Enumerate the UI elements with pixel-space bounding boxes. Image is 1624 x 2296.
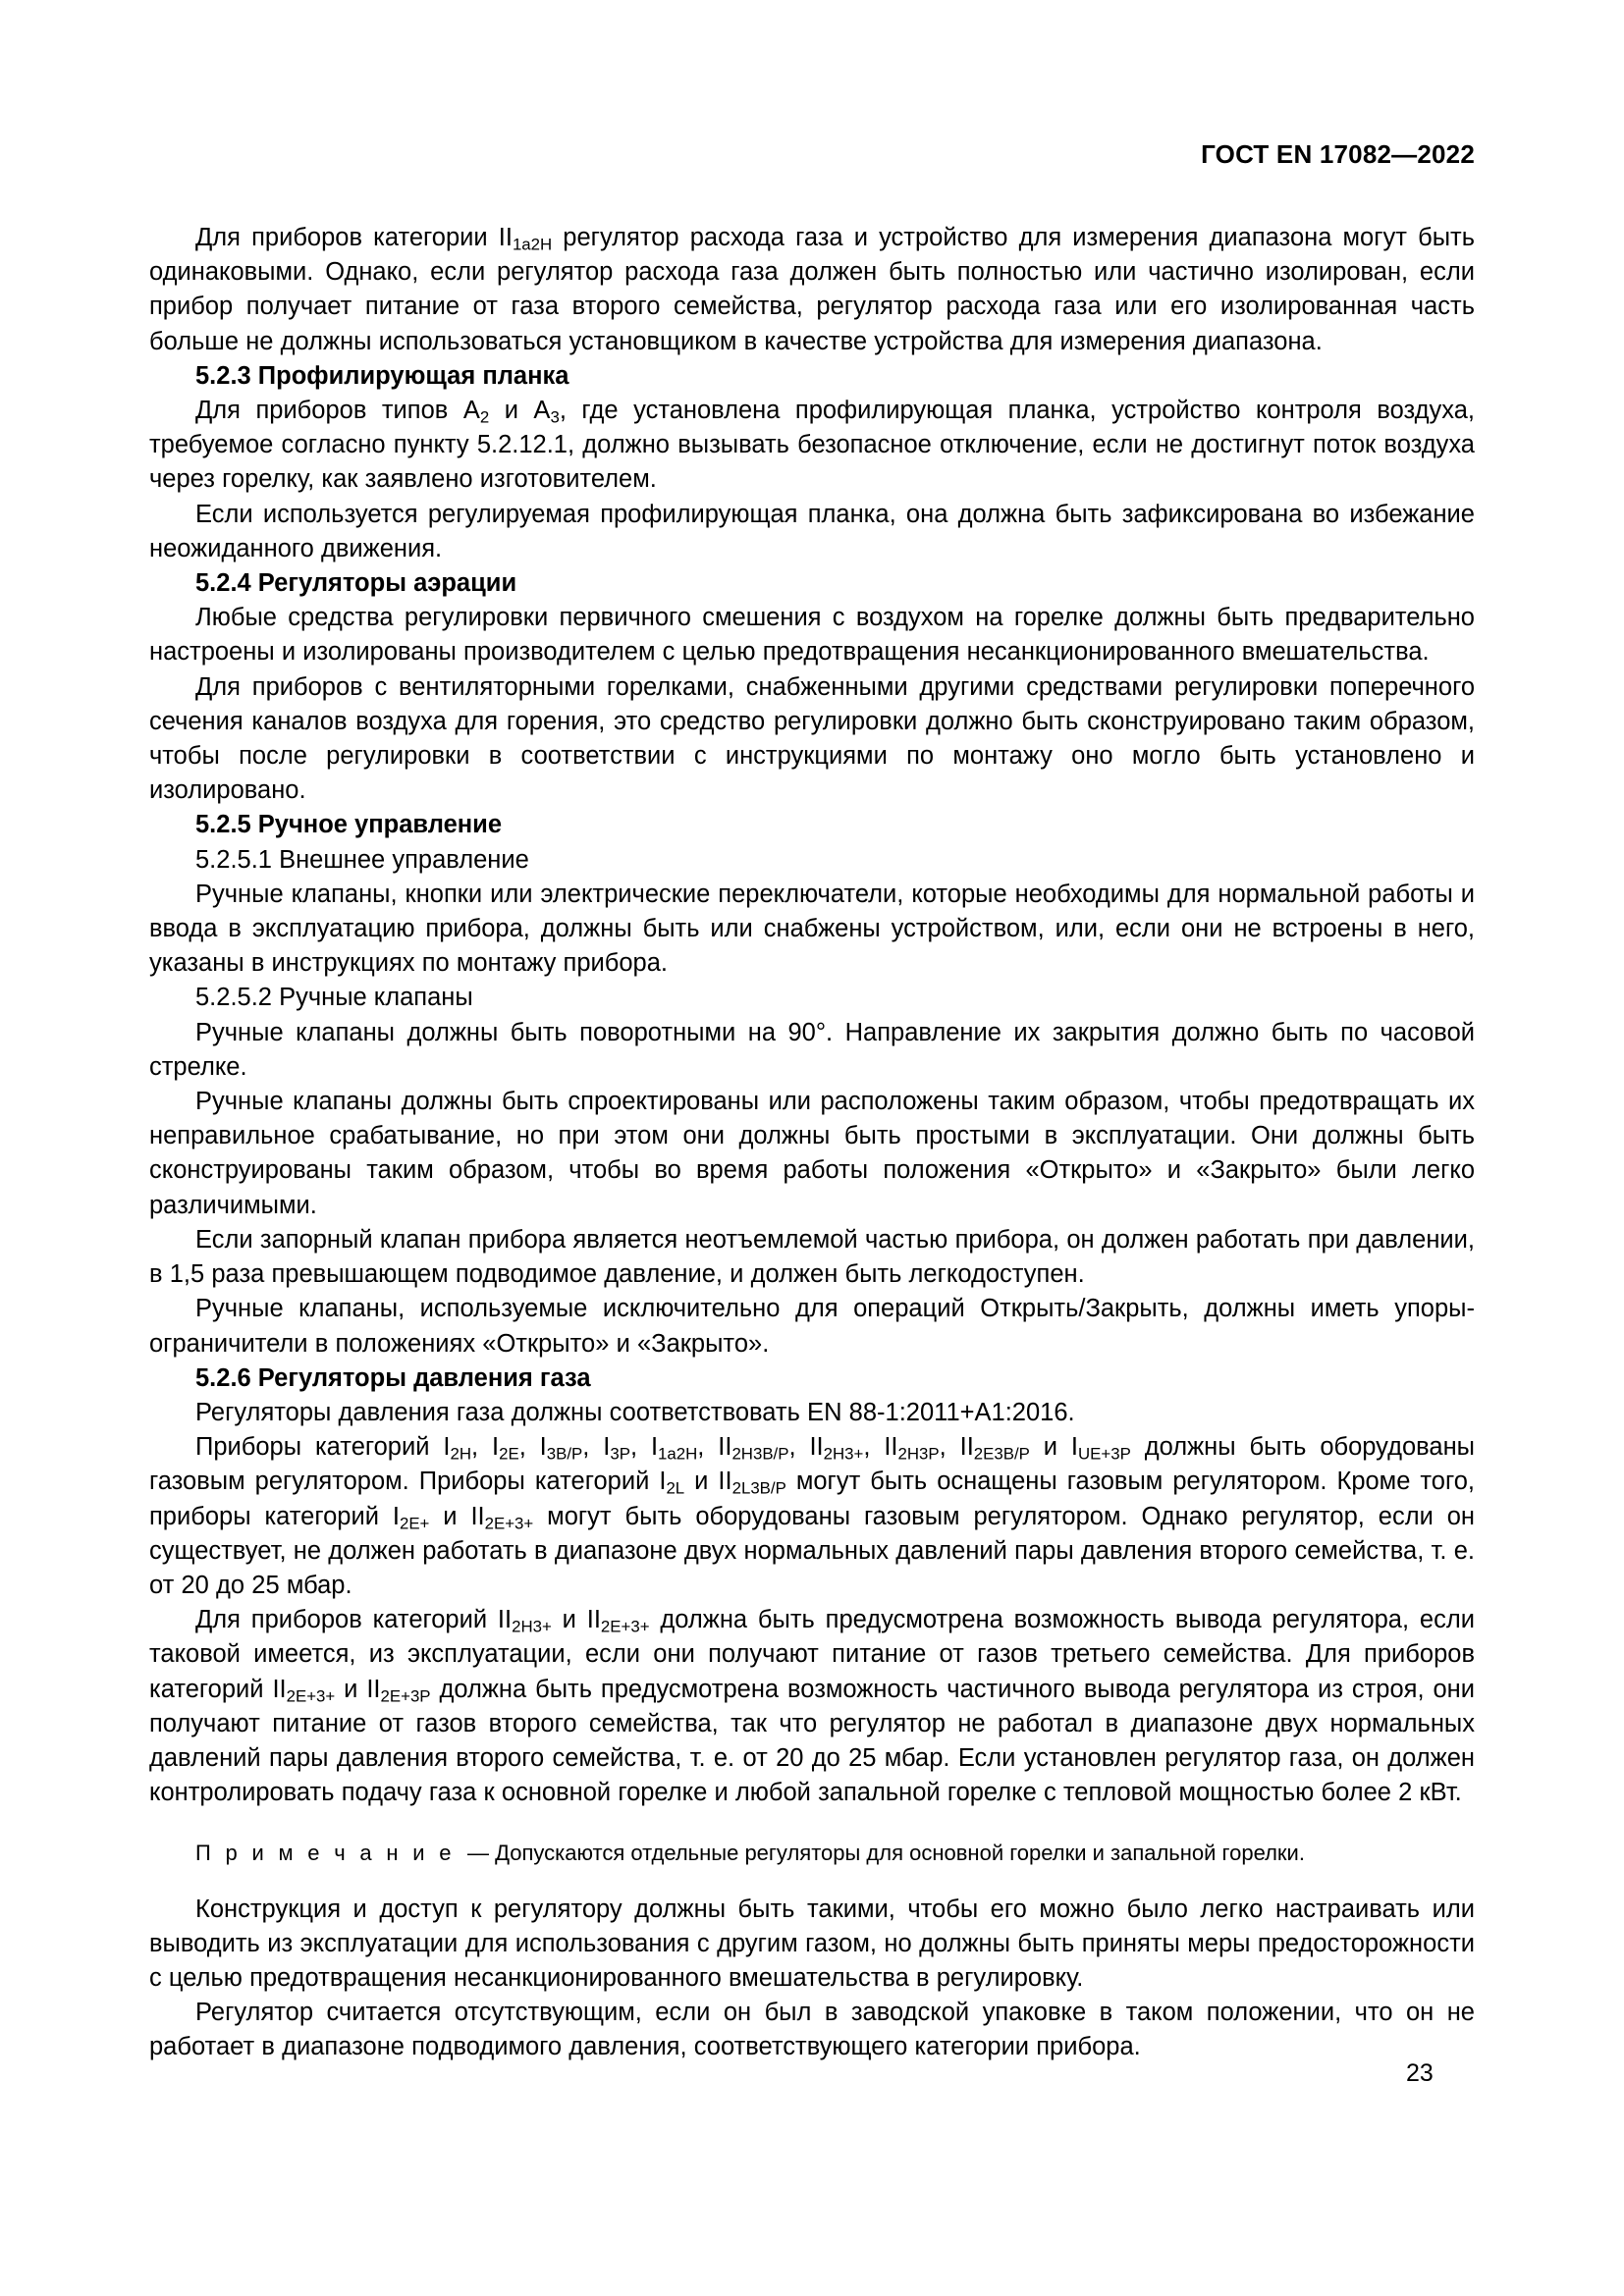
subscript-category: 3P — [610, 1444, 630, 1464]
page-number: 23 — [1406, 2059, 1434, 2087]
subscript-category: UE+3P — [1078, 1444, 1131, 1464]
subscript-category: 2H — [450, 1444, 471, 1464]
paragraph-5-2-5-1-1: Ручные клапаны, кнопки или электрические переключатели, которые необходимы для нормальной работы и ввода в эксплуатацию прибора, должны быть или снабжены устройством, или, если они не встроены в него, указаны в инструкциях по монтажу прибора. — [149, 880, 1475, 978]
paragraph-5-2-5-2-2: Ручные клапаны должны быть спроектированы или расположены таким образом, чтобы предотвращать их неправильное срабатывание, но при этом они должны быть простыми в эксплуатации. Они должны быть сконструированы таким образом, чтобы во время работы положения «Открыто» и «Закрыто» были легко различимыми. — [149, 1088, 1475, 1219]
subheading-5-2-5-1: 5.2.5.1 Внешнее управление — [195, 845, 529, 874]
subscript-category: 2E+3+ — [286, 1686, 336, 1706]
paragraph-5-2-6-1: Регуляторы давления газа должны соответствовать EN 88-1:2011+A1:2016. — [195, 1398, 1075, 1426]
paragraph-5-2-6-5: Регулятор считается отсутствующим, если он был в заводской упаковке в таком положении, что он не работает в диапазоне подводимого давления, соответствующего категории прибора. — [149, 1999, 1475, 2061]
spacer-before-note — [149, 1810, 1475, 1836]
subscript-category: 2E3B/P — [973, 1444, 1030, 1464]
page-header-standard-number: ГОСТ EN 17082—2022 — [1201, 139, 1475, 169]
subscript-category: 2H3P — [897, 1444, 940, 1464]
subscript-category: 2H3+ — [512, 1617, 552, 1636]
subscript-category: 3B/P — [546, 1444, 583, 1464]
heading-5-2-5: 5.2.5 Ручное управление — [195, 811, 503, 839]
note-block — [149, 1836, 1475, 1870]
subscript-category: 2H3B/P — [731, 1444, 789, 1464]
subscript-category: 1a2H — [512, 235, 553, 254]
paragraph-5-2-6-2: Приборы категорий $I_{2H}$, $I_{2E}$, $I_{3B/P}$, $I_{3P}$, $I_{1a2H}$, $II_{2H3B/P}$, $II_{2H3+}$, $II_{2H3P}$, $II_{2E3B/P}$ и $I_{UE+3P}$ должны быть оборудованы газовым регулятором. Приборы категорий $I_{2L}$ и $II_{2L3B/P}$ могут быть оснащены газовым регулятором. Кроме того, приборы категорий $I_{2E+}$ и $II_{2E+3+}$ могут быть оборудованы газовым регулятором. Однако регулятор, если он существует, не должен работать в диапазоне двух нормальных давлений пары давления второго семейства, т. е. от 20 до 25 мбар. — [149, 1433, 1475, 1599]
subheading-5-2-5-2: 5.2.5.2 Ручные клапаны — [195, 984, 473, 1012]
subscript-type: 2 — [479, 407, 490, 427]
paragraph-5-2-5-2-3: Если запорный клапан прибора является неотъемлемой частью прибора, он должен работать при давлении, в 1,5 раза превышающем подводимое давление, и должен быть легкодоступен. — [149, 1225, 1475, 1289]
paragraph-5-2-3-2: Если используется регулируемая профилирующая планка, она должна быть зафиксирована во избежание неожиданного движения. — [149, 500, 1475, 562]
paragraph-5-2-6-4: Конструкция и доступ к регулятору должны быть такими, чтобы его можно было легко настраивать или выводить из эксплуатации для использования с другим газом, но должны быть приняты меры предосторожности с целью предотвращения несанкционированного вмешательства в регулировку. — [149, 1895, 1475, 1992]
paragraph-5-2-4-2: Для приборов с вентиляторными горелками, снабженными другими средствами регулировки поперечного сечения каналов воздуха для горения, это средство регулировки должно быть сконструировано таким образом, чтобы после регулировки в соответствии с инструкциями по монтажу оно могло быть установлено и изолировано. — [149, 672, 1475, 805]
subscript-category: 2E — [499, 1444, 519, 1464]
note-text: — Допускаются отдельные регуляторы для основной горелки и запальной горелки. — [467, 1841, 1305, 1866]
paragraph-5-2-4-1: Любые средства регулировки первичного смешения с воздухом на горелке должны быть предварительно настроены и изолированы производителем с целью предотвращения несанкционированного вмешательства. — [149, 604, 1475, 667]
heading-5-2-3: 5.2.3 Профилирующая планка — [195, 361, 569, 390]
paragraph-5-2-3-1: Для приборов типов $A_2$ и $A_3$, где установлена профилирующая планка, устройство контроля воздуха, требуемое согласно пункту 5.2.12.1, должно вызывать безопасное отключение, если не достигнут поток воздуха через горелку, как заявлено изготовителем. — [149, 397, 1475, 494]
note-label: П р и м е ч а н и е — [195, 1841, 456, 1866]
subscript-type: 3 — [550, 407, 560, 427]
subscript-category: 2L3B/P — [731, 1479, 786, 1499]
spacer-after-note — [149, 1871, 1475, 1893]
subscript-category: 2L — [666, 1479, 685, 1499]
paragraph-5-2-5-2-1: Ручные клапаны должны быть поворотными на 90°. Направление их закрытия должно быть по часовой стрелке. — [149, 1018, 1475, 1081]
paragraph-5-2-6-3: Для приборов категорий $II_{2H3+}$ и $II_{2E+3+}$ должна быть предусмотрена возможность вывода регулятора, если таковой имеется, из эксплуатации, если они получают питание от газов третьего семейства. Для приборов категорий $II_{2E+3+}$ и $II_{2E+3P}$ должна быть предусмотрена возможность частичного вывода регулятора из строя, они получают питание от газов второго семейства, так что регулятор не работал в диапазоне двух нормальных давлений пары давления второго семейства, т. е. от 20 до 25 мбар. Если установлен регулятор газа, он должен контролировать подачу газа к основной горелке и любой запальной горелке с тепловой мощностью более 2 кВт. — [149, 1606, 1475, 1807]
heading-5-2-6: 5.2.6 Регуляторы давления газа — [195, 1363, 591, 1392]
page-content — [149, 221, 1475, 2065]
subscript-category: 1a2H — [658, 1444, 698, 1464]
subscript-category: 2E+ — [399, 1514, 430, 1533]
subscript-category: 2E+3P — [380, 1686, 431, 1706]
paragraph-5-2-5-2-4: Ручные клапаны, используемые исключительно для операций Открыть/Закрыть, должны иметь упоры-ограничители в положениях «Открыто» и «Закрыто». — [149, 1295, 1475, 1358]
paragraph-intro: Для приборов категории $II_{1a2H}$ регулятор расхода газа и устройство для измерения диапазона могут быть одинаковыми. Однако, если регулятор расхода газа должен быть полностью или частично изолирован, если прибор получает питание от газа второго семейства, регулятор расхода газа или его изолированная часть больше не должны использоваться установщиком в качестве устройства для измерения диапазона. — [149, 224, 1475, 355]
heading-5-2-4: 5.2.4 Регуляторы аэрации — [195, 569, 517, 598]
subscript-category: 2E+3+ — [484, 1514, 534, 1533]
subscript-category: 2E+3+ — [600, 1617, 650, 1636]
subscript-category: 2H3+ — [823, 1444, 864, 1464]
